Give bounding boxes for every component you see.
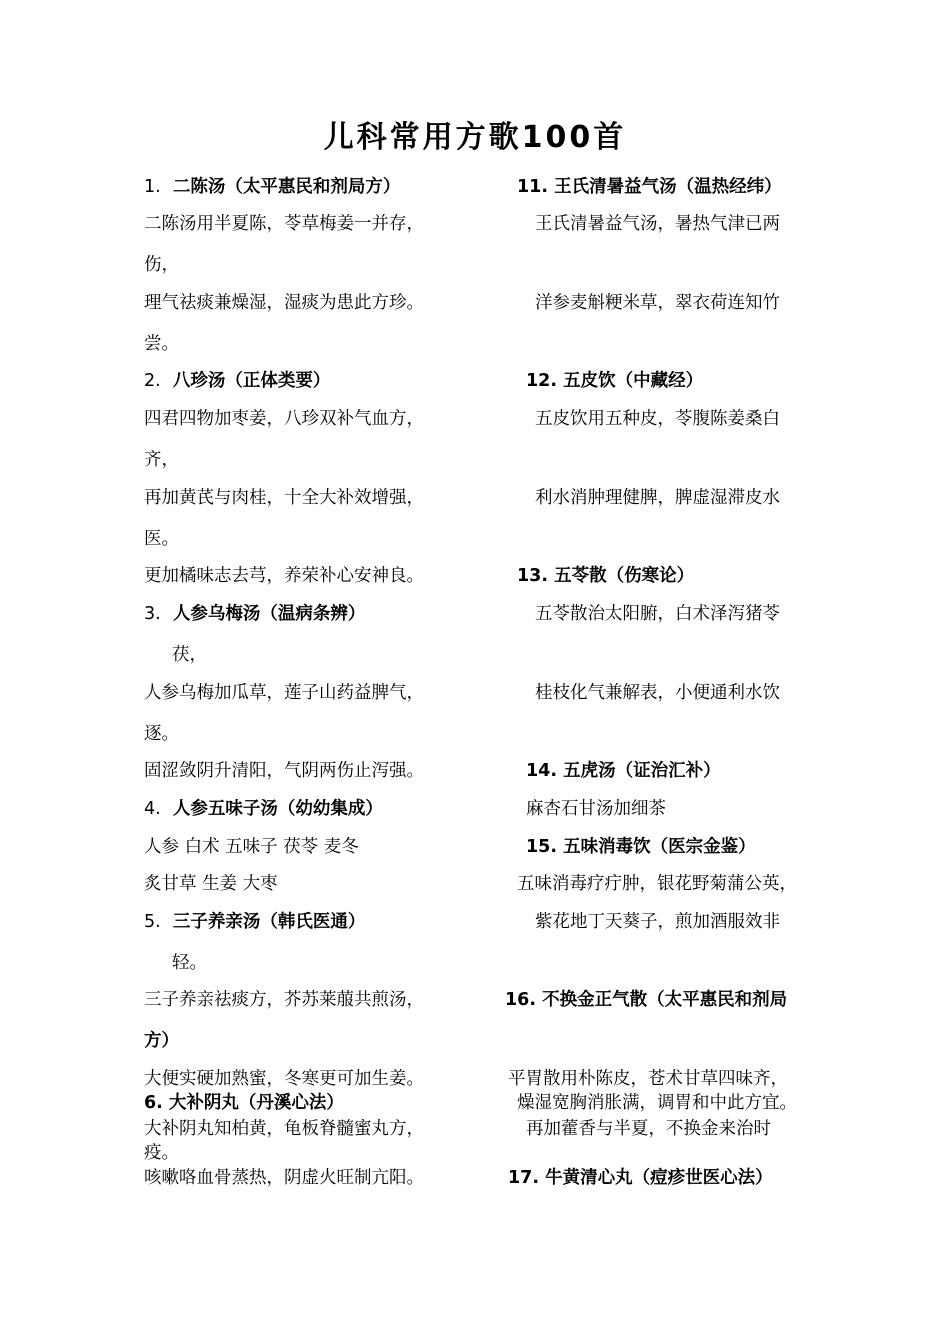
ingredient-line: 人参 白术 五味子 茯苓 麦冬 bbox=[144, 837, 359, 857]
formula-heading-1: 1. 二陈汤（太平惠民和剂局方） bbox=[144, 177, 401, 197]
formula-heading-2: 2. 八珍汤（正体类要） bbox=[144, 371, 331, 391]
verse-line: 利水消肿理健脾，脾虚湿滞皮水 bbox=[535, 488, 780, 508]
ingredient-line: 麻杏石甘汤加细茶 bbox=[526, 799, 666, 819]
verse-line: 平胃散用朴陈皮，苍术甘草四味齐， bbox=[508, 1069, 788, 1089]
verse-line: 三子养亲祛痰方，芥苏莱菔共煎汤， bbox=[144, 990, 424, 1010]
formula-heading-12: 12. 五皮饮（中藏经） bbox=[526, 371, 704, 391]
verse-line: 茯， bbox=[172, 645, 207, 665]
verse-line: 逐。 bbox=[144, 724, 179, 744]
verse-line: 洋参麦斛粳米草，翠衣荷连知竹 bbox=[535, 293, 780, 313]
verse-line: 伤， bbox=[144, 255, 179, 275]
verse-line: 五皮饮用五种皮，苓腹陈姜桑白 bbox=[535, 409, 780, 429]
verse-line: 医。 bbox=[144, 529, 179, 549]
verse-line: 五苓散治太阳腑，白术泽泻猪苓 bbox=[535, 604, 780, 624]
verse-line: 四君四物加枣姜，八珍双补气血方， bbox=[144, 409, 424, 429]
formula-heading-15: 15. 五味消毒饮（医宗金鉴） bbox=[526, 837, 756, 857]
verse-line: 燥湿宽胸消胀满，调胃和中此方宜。 bbox=[517, 1093, 797, 1113]
verse-line: 疫。 bbox=[144, 1143, 179, 1163]
verse-line: 紫花地丁天葵子，煎加酒服效非 bbox=[535, 912, 780, 932]
formula-heading-16: 16. 不换金正气散（太平惠民和剂局 bbox=[505, 990, 788, 1010]
verse-line: 再加藿香与半夏，不换金来治时 bbox=[526, 1119, 771, 1139]
verse-line: 五味消毒疗疔肿，银花野菊蒲公英， bbox=[517, 874, 797, 894]
verse-line: 轻。 bbox=[172, 953, 207, 973]
verse-line: 更加橘味志去芎，养荣补心安神良。 bbox=[144, 566, 424, 586]
verse-line: 咳嗽咯血骨蒸热，阴虚火旺制亢阳。 bbox=[144, 1168, 424, 1188]
verse-line: 人参乌梅加瓜草，莲子山药益脾气， bbox=[144, 683, 424, 703]
formula-heading-11: 11. 王氏清暑益气汤（温热经纬） bbox=[517, 177, 782, 197]
verse-line: 再加黄芪与肉桂，十全大补效增强， bbox=[144, 488, 424, 508]
verse-line: 大便实硬加熟蜜，冬寒更可加生姜。 bbox=[144, 1069, 424, 1089]
verse-line: 理气祛痰兼燥湿，湿痰为患此方珍。 bbox=[144, 293, 424, 313]
verse-line: 方） bbox=[144, 1031, 179, 1051]
verse-line: 尝。 bbox=[144, 334, 179, 354]
verse-line: 固涩敛阴升清阳，气阴两伤止泻强。 bbox=[144, 761, 424, 781]
formula-heading-17: 17. 牛黄清心丸（痘疹世医心法） bbox=[508, 1168, 773, 1188]
formula-heading-6: 6. 大补阴丸（丹溪心法） bbox=[144, 1093, 344, 1113]
verse-line: 桂枝化气兼解表，小便通利水饮 bbox=[535, 683, 780, 703]
page-title: 儿科常用方歌100首 bbox=[323, 120, 627, 155]
verse-line: 大补阴丸知柏黄，龟板脊髓蜜丸方， bbox=[144, 1119, 424, 1139]
formula-heading-5: 5. 三子养亲汤（韩氏医通） bbox=[144, 912, 366, 932]
verse-line: 齐， bbox=[144, 450, 179, 470]
ingredient-line: 炙甘草 生姜 大枣 bbox=[144, 874, 278, 894]
verse-line: 王氏清暑益气汤，暑热气津已两 bbox=[535, 214, 780, 234]
formula-heading-14: 14. 五虎汤（证治汇补） bbox=[526, 761, 721, 781]
formula-heading-3: 3. 人参乌梅汤（温病条辨） bbox=[144, 604, 366, 624]
verse-line: 二陈汤用半夏陈，苓草梅姜一并存， bbox=[144, 214, 424, 234]
formula-heading-4: 4. 人参五味子汤（幼幼集成） bbox=[144, 799, 383, 819]
formula-heading-13: 13. 五苓散（伤寒论） bbox=[517, 566, 695, 586]
